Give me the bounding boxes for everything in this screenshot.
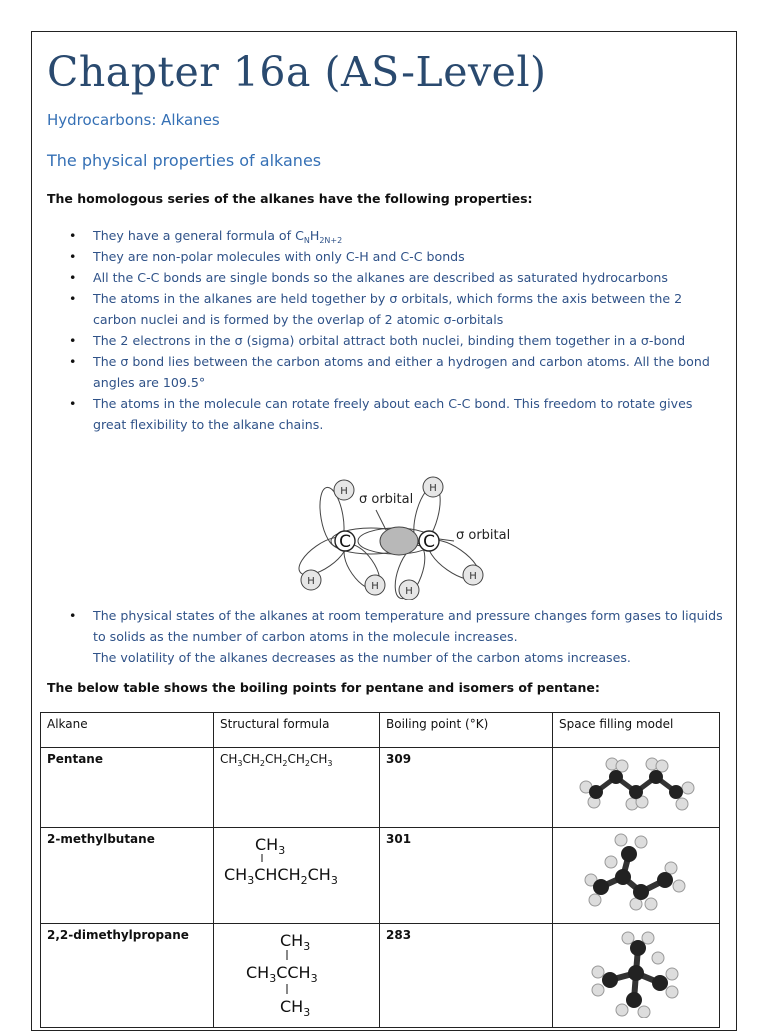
intro-text: The homologous series of the alkanes have the following properties: <box>47 191 533 206</box>
svg-text:CH3: $CH_3$ <box>280 997 311 1019</box>
svg-text:CH3: $CH_3$ <box>280 931 311 953</box>
table-intro: The below table shows the boiling points for pentane and isomers of pentane: <box>47 680 600 695</box>
boiling-point: 309 <box>380 748 553 828</box>
hydrogen-label: H <box>340 486 348 497</box>
space-filling-model <box>553 828 720 924</box>
header-cell: Space filling model <box>553 713 720 748</box>
hydrogen-label: H <box>469 571 477 582</box>
space-filling-model <box>553 748 720 828</box>
boiling-point: 283 <box>380 924 553 1028</box>
structural-formula: $CH_3CH_2CH_2CH_2CH_3$ <box>214 748 380 828</box>
states-list <box>47 605 727 668</box>
sigma-orbital-diagram <box>296 475 526 600</box>
table-row <box>41 924 720 1028</box>
space-filling-model <box>553 924 720 1028</box>
boiling-point: 301 <box>380 828 553 924</box>
hydrogen-label: H <box>429 483 437 494</box>
header-cell: Boiling point (°K) <box>380 713 553 748</box>
alkane-name: 2,2-dimethylpropane <box>41 924 214 1028</box>
svg-text:CH3CHCH2CH3: $CH_3CHCH_2CH_3$ <box>224 865 338 887</box>
list-item: • They have a general formula of $C_NH_{2N+2}$ <box>47 225 722 246</box>
list-item: • The atoms in the molecule can rotate freely about each C-C bond. This freedom to rotate gives great flexibility to the alkane chains. <box>47 393 722 435</box>
list-item: • The atoms in the alkanes are held together by σ orbitals, which forms the axis between the 2 carbon nuclei and is formed by the overlap of 2 atomic σ-orbitals <box>47 288 722 330</box>
structural-formula <box>214 828 380 924</box>
pentane-model-icon <box>576 752 696 812</box>
table-row <box>41 828 720 924</box>
svg-text:CH3CCH3: $CH_3CCH_3$ <box>246 963 318 985</box>
alkane-name: 2-methylbutane <box>41 828 214 924</box>
list-item: • The physical states of the alkanes at room temperature and pressure changes form gases to liquids to solids as the number of carbon atoms in the molecule increases. The volatility of the alkanes decreases as the number of the carbon atoms increases. <box>47 605 727 668</box>
sigma-label: σ orbital <box>456 528 511 543</box>
list-item: • The σ bond lies between the carbon atoms and either a hydrogen and carbon atoms. All the bond angles are 109.5° <box>47 351 722 393</box>
header-cell: Structural formula <box>214 713 380 748</box>
sigma-label: σ orbital <box>359 492 414 507</box>
alkane-name: Pentane <box>41 748 214 828</box>
section-heading: The physical properties of alkanes <box>47 151 322 170</box>
properties-list <box>47 225 722 435</box>
methylbutane-model-icon <box>581 832 691 912</box>
structural-formula <box>214 924 380 1028</box>
header-cell: Alkane <box>41 713 214 748</box>
list-item: • All the C-C bonds are single bonds so the alkanes are described as saturated hydrocarbons <box>47 267 722 288</box>
dimethylpropane-model-icon <box>586 928 686 1018</box>
table-row <box>41 748 720 828</box>
list-item: • The 2 electrons in the σ (sigma) orbital attract both nuclei, binding them together in a σ-bond <box>47 330 722 351</box>
hydrogen-label: H <box>307 576 315 587</box>
boiling-point-table <box>40 712 720 1028</box>
table-header-row <box>41 713 720 748</box>
carbon-label: C <box>423 532 435 552</box>
hydrogen-label: H <box>371 581 379 592</box>
page-title: Chapter 16a (AS-Level) <box>47 48 547 96</box>
list-item: • They are non-polar molecules with only C-H and C-C bonds <box>47 246 722 267</box>
subtitle: Hydrocarbons: Alkanes <box>47 111 220 129</box>
carbon-label: C <box>339 532 351 552</box>
svg-text:CH3: $CH_3$ <box>255 835 286 857</box>
hydrogen-label: H <box>405 586 413 597</box>
